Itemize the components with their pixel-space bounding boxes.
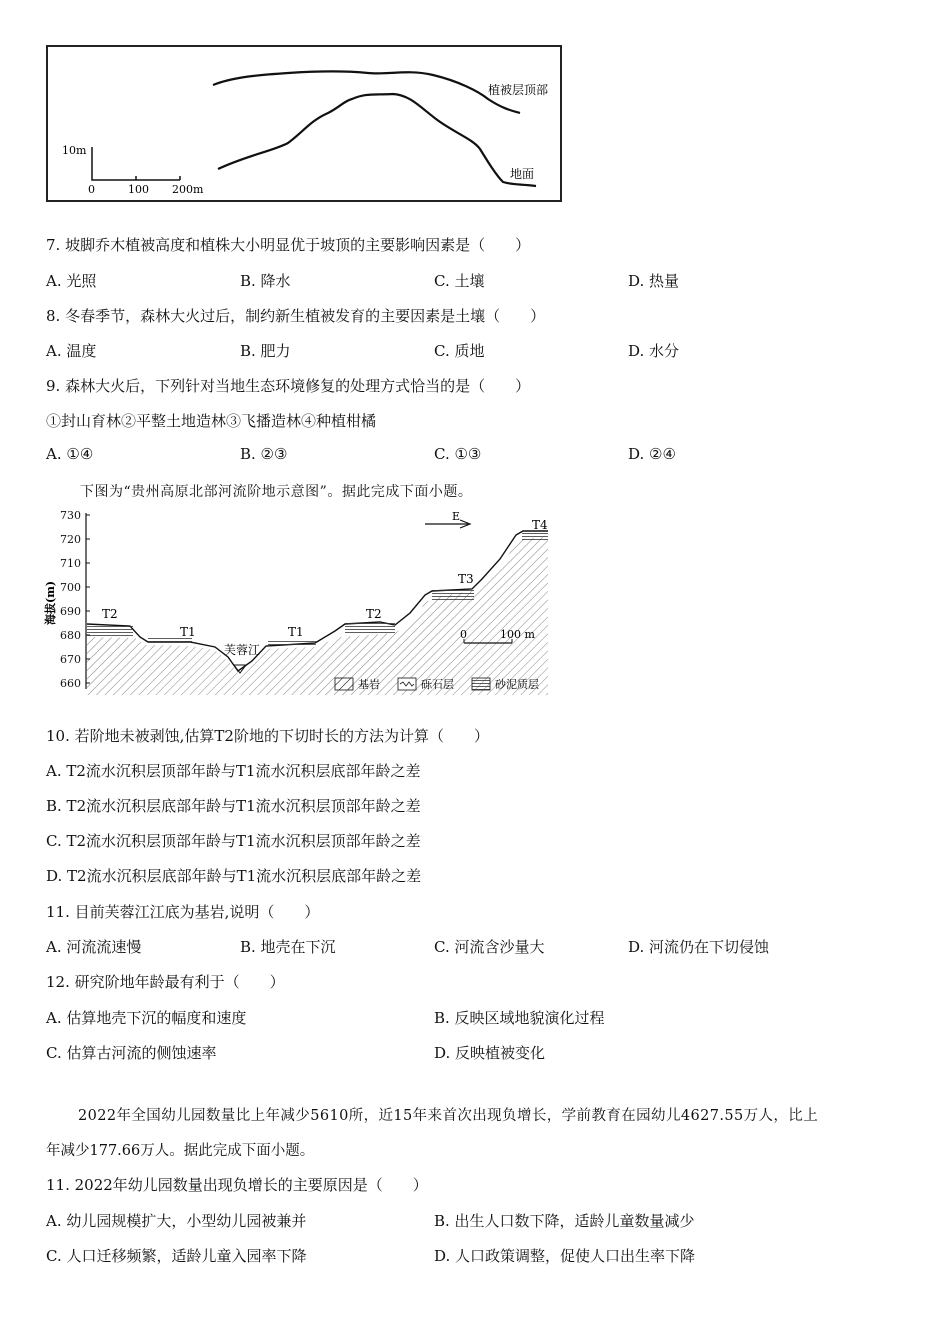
q7-option-d[interactable]: D. 热量	[628, 272, 680, 290]
question-11a-stem: 11. 目前芙蓉江江底为基岩,说明（ ）	[46, 903, 320, 921]
intro-terrace: 下图为“贵州高原北部河流阶地示意图”。据此完成下面小题。	[80, 484, 473, 500]
intro-kindergarten-line2: 年减少177.66万人。据此完成下面小题。	[46, 1143, 315, 1159]
question-10-stem: 10. 若阶地未被剥蚀,估算T2阶地的下切时长的方法为计算（ ）	[46, 727, 489, 745]
figure-river-terrace	[40, 505, 560, 700]
legend-sand-swatch	[472, 678, 490, 690]
ground-line	[218, 94, 536, 186]
label-t2-left: T2	[102, 607, 118, 621]
east-label: E	[452, 510, 461, 523]
q9-option-d[interactable]: D. ②④	[628, 445, 676, 463]
scale-100m-terrace: 100 m	[500, 628, 535, 641]
label-t1-right: T1	[288, 625, 304, 639]
scale-bar	[92, 147, 180, 180]
scale-0: 0	[88, 183, 95, 196]
label-t4: T4	[532, 518, 548, 532]
y-axis-label: 海拔(m)	[44, 580, 57, 625]
q12-option-c[interactable]: C. 估算古河流的侧蚀速率	[46, 1044, 217, 1062]
bedrock	[87, 537, 548, 695]
question-8-stem: 8. 冬春季节，森林大火过后，制约新生植被发育的主要因素是土壤（ ）	[46, 307, 546, 325]
q10-option-c[interactable]: C. T2流水沉积层顶部年龄与T1流水沉积层顶部年龄之差	[46, 832, 421, 850]
scale-100: 100	[128, 183, 149, 196]
east-arrow	[425, 510, 470, 528]
label-t1-left: T1	[180, 625, 196, 639]
label-river: 芙蓉江	[224, 643, 261, 657]
ytick-660: 660	[60, 677, 81, 690]
q8-option-b[interactable]: B. 肥力	[240, 342, 291, 360]
q11b-option-a[interactable]: A. 幼儿园规模扩大，小型幼儿园被兼并	[46, 1212, 307, 1230]
q9-option-c[interactable]: C. ①③	[434, 445, 482, 463]
legend-bedrock-swatch	[335, 678, 353, 690]
q9-option-a[interactable]: A. ①④	[46, 445, 94, 463]
canopy-line	[213, 72, 520, 114]
figure-vegetation-profile	[46, 45, 562, 202]
q11b-option-c[interactable]: C. 人口迁移频繁，适龄儿童入园率下降	[46, 1247, 307, 1265]
question-12-stem: 12. 研究阶地年龄最有利于（ ）	[46, 973, 285, 991]
label-t3: T3	[458, 572, 474, 586]
q12-option-a[interactable]: A. 估算地壳下沉的幅度和速度	[46, 1009, 247, 1027]
ytick-720: 720	[60, 533, 81, 546]
q7-option-a[interactable]: A. 光照	[46, 272, 97, 290]
t2-left-layer	[87, 625, 133, 637]
legend	[335, 677, 539, 691]
t3-layer	[432, 590, 474, 600]
intro-kindergarten-line1: 2022年全国幼儿园数量比上年减少5610所，近15年来首次出现负增长，学前教育在园幼儿4627.55万人，比上	[78, 1108, 819, 1124]
question-9-items: ①封山育林②平整土地造林③飞播造林④种植柑橘	[46, 412, 377, 430]
q8-option-a[interactable]: A. 温度	[46, 342, 97, 360]
ground-label: 地面	[510, 167, 535, 181]
q7-option-c[interactable]: C. 土壤	[434, 272, 485, 290]
scale-vertical-label: 10m	[62, 144, 87, 157]
q12-option-d[interactable]: D. 反映植被变化	[434, 1044, 546, 1062]
question-9-stem: 9. 森林大火后，下列针对当地生态环境修复的处理方式恰当的是（ ）	[46, 377, 531, 395]
question-7-stem: 7. 坡脚乔木植被高度和植株大小明显优于坡顶的主要影响因素是（ ）	[46, 236, 531, 254]
q7-option-b[interactable]: B. 降水	[240, 272, 291, 290]
ytick-680: 680	[60, 629, 81, 642]
legend-bedrock-label: 基岩	[358, 678, 380, 691]
q12-option-b[interactable]: B. 反映区域地貌演化过程	[434, 1009, 605, 1027]
q10-option-d[interactable]: D. T2流水沉积层底部年龄与T1流水沉积层底部年龄之差	[46, 867, 422, 885]
q8-option-c[interactable]: C. 质地	[434, 342, 485, 360]
q11b-option-d[interactable]: D. 人口政策调整，促使人口出生率下降	[434, 1247, 696, 1265]
ytick-730: 730	[60, 509, 81, 522]
q10-option-b[interactable]: B. T2流水沉积层底部年龄与T1流水沉积层顶部年龄之差	[46, 797, 421, 815]
ytick-670: 670	[60, 653, 81, 666]
q11a-option-c[interactable]: C. 河流含沙量大	[434, 938, 545, 956]
q11b-option-b[interactable]: B. 出生人口数下降，适龄儿童数量减少	[434, 1212, 695, 1230]
q8-option-d[interactable]: D. 水分	[628, 342, 680, 360]
question-11b-stem: 11. 2022年幼儿园数量出现负增长的主要原因是（ ）	[46, 1176, 428, 1194]
ytick-690: 690	[60, 605, 81, 618]
scale-0-terrace: 0	[460, 628, 467, 641]
t1-right-layer	[268, 639, 316, 646]
q10-option-a[interactable]: A. T2流水沉积层顶部年龄与T1流水沉积层底部年龄之差	[46, 762, 421, 780]
q11a-option-a[interactable]: A. 河流流速慢	[46, 938, 142, 956]
ytick-700: 700	[60, 581, 81, 594]
t4-layer	[522, 532, 548, 542]
q11a-option-d[interactable]: D. 河流仍在下切侵蚀	[628, 938, 770, 956]
q9-option-b[interactable]: B. ②③	[240, 445, 288, 463]
label-t2-right: T2	[366, 607, 382, 621]
q11a-option-b[interactable]: B. 地壳在下沉	[240, 938, 336, 956]
t2-right-layer	[345, 623, 395, 635]
vegetation-profile-svg	[48, 47, 560, 200]
ytick-710: 710	[60, 557, 81, 570]
river-terrace-svg	[40, 505, 560, 700]
legend-gravel-label: 砾石层	[421, 678, 454, 691]
canopy-label: 植被层顶部	[488, 83, 549, 97]
scale-200m: 200m	[172, 183, 204, 196]
legend-sand-label: 砂泥质层	[495, 678, 539, 691]
